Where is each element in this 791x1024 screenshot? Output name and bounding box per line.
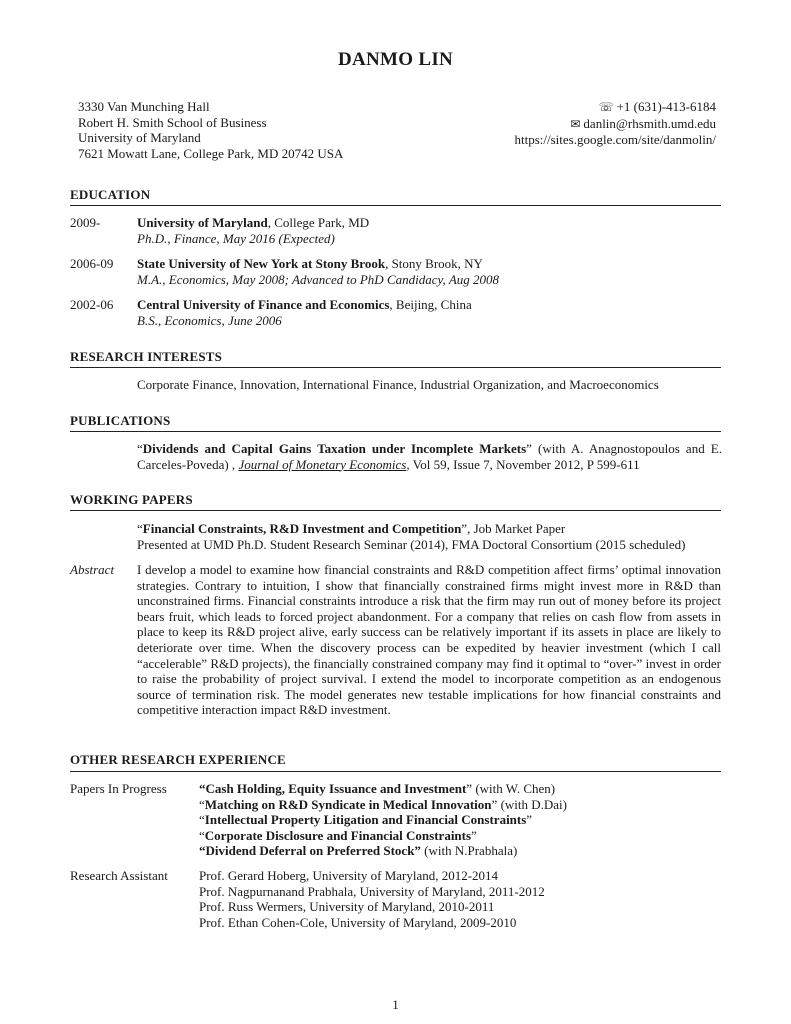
- website-link[interactable]: https://sites.google.com/site/danmolin/: [514, 132, 716, 147]
- school-place: , Stony Brook, NY: [385, 256, 483, 271]
- list-item: “Cash Holding, Equity Issuance and Investment” (with W. Chen): [199, 781, 556, 796]
- list-item: “Dividend Deferral on Preferred Stock” (with N.Prabhala): [199, 843, 518, 858]
- section-rule: [70, 771, 721, 772]
- section-rule: [70, 367, 721, 368]
- school-name: Central University of Finance and Economics: [137, 297, 390, 312]
- section-title-education: EDUCATION: [70, 187, 151, 202]
- cv-name: DANMO LIN: [337, 49, 454, 70]
- papers-in-progress-list: [199, 781, 729, 859]
- degree: B.S., Economics, June 2006: [137, 312, 282, 328]
- section-rule: [70, 510, 721, 511]
- contact-info: [515, 99, 717, 148]
- publication-entry: [137, 441, 722, 472]
- section-rule: [70, 431, 721, 432]
- email-icon: ✉: [570, 116, 581, 131]
- education-entry: [137, 256, 722, 287]
- phone-number: +1 (631)-413-6184: [616, 99, 716, 114]
- school-place: , Beijing, China: [389, 297, 472, 312]
- section-title-publications: PUBLICATIONS: [70, 413, 171, 428]
- page-number: 1: [392, 997, 399, 1012]
- quote-close: ”: [526, 441, 532, 456]
- presented-at: Presented at UMD Ph.D. Student Research Seminar (2014), FMA Doctoral Consortium (2015 scheduled): [137, 536, 686, 552]
- postal-address: [78, 99, 343, 161]
- working-paper-title: Financial Constraints, R&D Investment and Competition: [142, 521, 462, 536]
- working-paper-entry: [137, 521, 722, 552]
- degree: M.A., Economics, May 2008; Advanced to PhD Candidacy, Aug 2008: [137, 271, 500, 287]
- quote-open: “: [137, 441, 143, 456]
- section-title-research-interests: RESEARCH INTERESTS: [70, 349, 223, 364]
- abstract-text: I develop a model to examine how financial constraints and R&D competition affect firms’ optimal innovation strategies. Contrary to intuition, I show that financially constrained firms might invest more in R&D than unconstrained firms. Financial constraints introduce a risk that the firm may run out of money before its project bears fruit, which leads to forced project abandonment. For a company that relies on cash flow from assets in place to keep its R&D project alive, early success can be relatively important if its assets in place are likely to deteriorate over time. When the discovery process can be expedited by heavier investment (which I call “accelerable” R&D projects), the financially constrained company may find it optimal to “over-” invest in order to raise the probability of project survival. I extend the model to incorporate competition as an endogenous source of termination risk. The model generates new testable implications for how financial constraints and competitive interaction impact R&D investment.: [137, 562, 721, 718]
- list-item: “Intellectual Property Litigation and Financial Constraints”: [199, 812, 533, 827]
- education-entry: [137, 297, 722, 328]
- section-rule: [70, 205, 721, 206]
- education-year: 2002-06: [70, 297, 114, 312]
- school-place: , College Park, MD: [267, 215, 370, 230]
- section-title-working-papers: WORKING PAPERS: [70, 492, 193, 507]
- address-line: 3330 Van Munching Hall: [78, 99, 210, 114]
- email-link[interactable]: danlin@rhsmith.umd.edu: [583, 115, 716, 131]
- working-paper-suffix: ”, Job Market Paper: [461, 521, 566, 536]
- abstract-label: Abstract: [70, 562, 115, 577]
- education-year: 2009-: [70, 215, 101, 230]
- address-line: University of Maryland: [78, 130, 201, 145]
- research-assistant-list: [199, 868, 729, 930]
- address-line: Robert H. Smith School of Business: [78, 114, 267, 130]
- quote-open: “: [137, 521, 143, 536]
- publication-details: , Vol 59, Issue 7, November 2012, P 599-611: [406, 456, 640, 472]
- list-item: Prof. Gerard Hoberg, University of Maryland, 2012-2014: [199, 868, 499, 883]
- school-name: State University of New York at Stony Brook: [137, 256, 386, 271]
- phone-icon: ☏: [598, 100, 614, 114]
- publication-authors: (with A. Anagnostopoulos and E. Carceles-Poveda) ,: [137, 441, 722, 472]
- publication-title: Dividends and Capital Gains Taxation under Incomplete Markets: [142, 441, 527, 456]
- list-item: Prof. Russ Wermers, University of Maryland, 2010-2011: [199, 899, 495, 914]
- section-title-other-research: OTHER RESEARCH EXPERIENCE: [70, 752, 286, 767]
- list-item: “Corporate Disclosure and Financial Constraints”: [199, 827, 477, 843]
- school-name: University of Maryland: [137, 215, 268, 230]
- research-interests-text: Corporate Finance, Innovation, International Finance, Industrial Organization, and Macroeconomics: [137, 377, 659, 392]
- education-year: 2006-09: [70, 256, 114, 271]
- papers-in-progress-label: Papers In Progress: [70, 781, 167, 796]
- list-item: “Matching on R&D Syndicate in Medical Innovation” (with D.Dai): [199, 796, 567, 812]
- degree: Ph.D., Finance, May 2016 (Expected): [137, 230, 335, 246]
- list-item: Prof. Nagpurnanand Prabhala, University of Maryland, 2011-2012: [199, 883, 545, 899]
- research-assistant-label: Research Assistant: [70, 868, 168, 883]
- journal-link[interactable]: Journal of Monetary Economics: [238, 456, 407, 472]
- address-line: 7621 Mowatt Lane, College Park, MD 20742 USA: [78, 145, 344, 161]
- education-entry: [137, 215, 722, 246]
- list-item: Prof. Ethan Cohen-Cole, University of Maryland, 2009-2010: [199, 914, 517, 930]
